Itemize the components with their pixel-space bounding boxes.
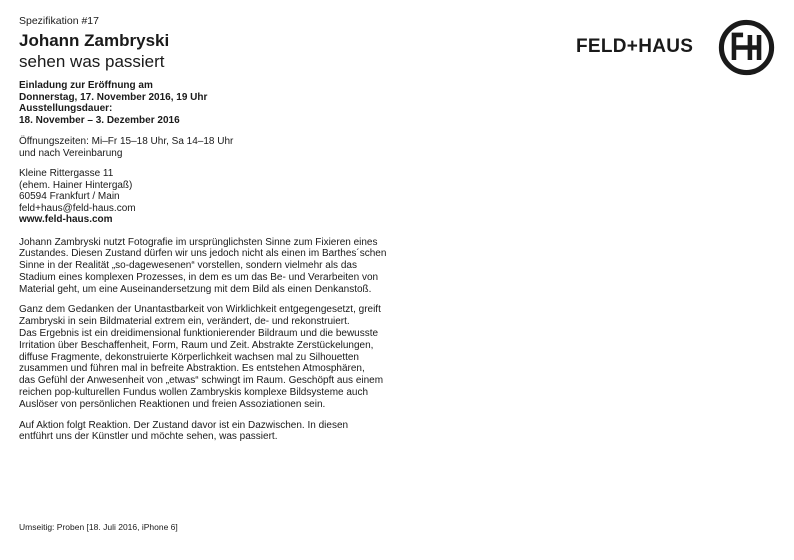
- paragraph-line: entführt uns der Künstler und möchte sehen, was passiert.: [19, 431, 278, 443]
- website-link[interactable]: www.feld-haus.com: [19, 214, 113, 225]
- series-label: Spezifikation #17: [19, 15, 99, 27]
- paragraph-line: Johann Zambryski nutzt Fotografie im ursprünglichsten Sinne zum Fixieren eines: [19, 236, 378, 248]
- city: 60594 Frankfurt / Main: [19, 191, 120, 202]
- paragraph-line: Material geht, um eine Auseinandersetzung mit dem Bild als einen Denkanstoß.: [19, 283, 372, 295]
- paragraph-line: das Gefühl der Anwesenheit von „etwas“ schwingt im Raum. Geschöpft aus einem: [19, 375, 384, 387]
- paragraph-line: Auf Aktion folgt Reaktion. Der Zustand davor ist ein Dazwischen. In diesen: [19, 419, 349, 431]
- paragraph-line: reichen pop-kulturellen Fundus wollen Zambryskis komplexe Bildsysteme auch: [19, 387, 369, 399]
- paragraph-line: Das Ergebnis ist ein dreidimensional funktionierender Bildraum und die bewusste: [19, 328, 379, 340]
- footer-note: Umseitig: Proben [18. Juli 2016, iPhone 6]: [19, 522, 178, 532]
- paragraph-line: Zustandes. Diesen Zustand dürfen wir uns jedoch nicht als einen im Barthes´schen: [19, 248, 387, 260]
- email-link[interactable]: feld+haus@feld-haus.com: [19, 202, 136, 214]
- paragraph-2: [19, 304, 439, 410]
- street: Kleine Rittergasse 11: [19, 168, 114, 179]
- paragraph-line: Irritation über Beschaffenheit, Form, Raum und Zeit. Abstrakte Zerstückelungen,: [19, 339, 374, 351]
- invitation-date: Donnerstag, 17. November 2016, 19 Uhr: [19, 91, 208, 103]
- paragraph-3: [19, 420, 439, 444]
- brand-wordmark: FELD+HAUS: [576, 36, 694, 57]
- feld-haus-logo-icon: [718, 19, 775, 76]
- opening-hours-line: Öffnungszeiten: Mi–Fr 15–18 Uhr, Sa 14–18 Uhr: [19, 136, 234, 147]
- paragraph-line: Stadium eines komplexen Prozesses, in dem es um das Be- und Verarbeiten von: [19, 271, 379, 283]
- paragraph-line: zusammen und führen mal in befreite Abstraktion. Es entstehen Atmosphären,: [19, 363, 365, 375]
- paragraph-line: Auslöser von persönlichen Reaktionen und freien Assoziationen sein.: [19, 398, 326, 410]
- invitation-block: [19, 80, 439, 126]
- exhibition-title: sehen was passiert: [19, 52, 165, 71]
- duration-dates: 18. November – 3. Dezember 2016: [19, 114, 180, 126]
- paragraph-1: [19, 237, 439, 296]
- paragraph-line: diffuse Fragmente, dekonstruierte Körperlichkeit wachsen mal zu Silhouetten: [19, 351, 359, 363]
- paragraph-line: Sinne in der Realität „so-dagewesenen“ vorstellen, sondern vielmehr als das: [19, 260, 357, 272]
- opening-hours-line: und nach Vereinbarung: [19, 147, 123, 159]
- duration-label: Ausstellungsdauer:: [19, 103, 113, 114]
- address-block: [19, 168, 439, 226]
- opening-hours: [19, 136, 439, 159]
- former-name: (ehem. Hainer Hintergaß): [19, 179, 133, 191]
- paragraph-line: Zambryski in sein Bildmaterial extrem ein, verändert, de- und rekonstruiert.: [19, 316, 350, 328]
- paragraph-line: Ganz dem Gedanken der Unantastbarkeit von Wirklichkeit entgegengesetzt, greift: [19, 304, 381, 316]
- text-column: [19, 14, 439, 443]
- invitation-line: Einladung zur Eröffnung am: [19, 80, 153, 91]
- artist-name: Johann Zambryski: [19, 31, 170, 50]
